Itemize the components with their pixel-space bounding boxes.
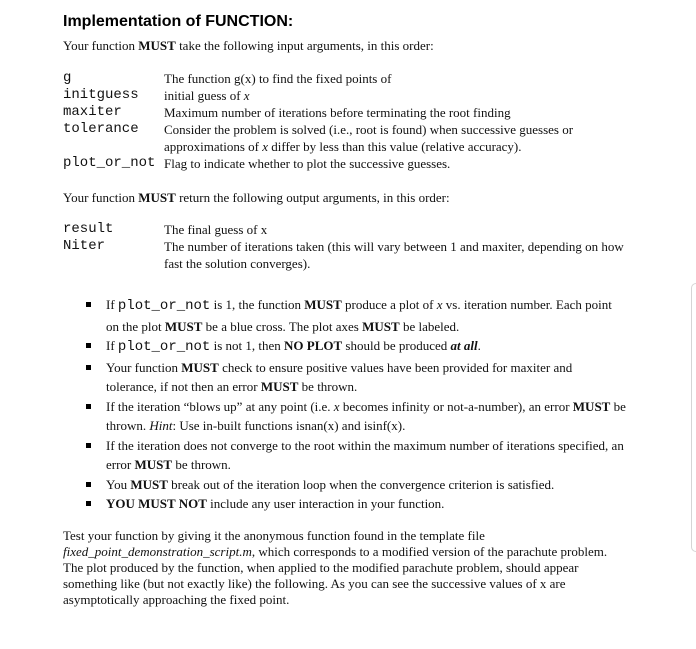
bullet-square-icon [86, 404, 91, 409]
paragraph-text: Test your function by giving it the anonymous function found in the template file [63, 528, 485, 543]
code-plot-or-not: plot_or_not [117, 298, 211, 314]
variable-x: x [243, 88, 250, 103]
list-item: YOU MUST NOT include any user interaction in your function. [86, 494, 626, 514]
list-item: If plot_or_not is 1, the function MUST produce a plot of x vs. iteration number. Each point on the plot MUST be a blue cross. The plot axes MUST be labeled. [86, 295, 626, 336]
list-item: You MUST break out of the iteration loop when the convergence criterion is satisfied. [86, 475, 626, 495]
description-text: differ by less than this value (relative accuracy). [268, 139, 522, 154]
argument-description [164, 121, 633, 155]
bullet-square-icon [86, 365, 91, 370]
argument-description: The number of iterations taken (this will vary between 1 and maxiter, depending on how fast the solution converges). [164, 239, 624, 271]
list-item: If the iteration “blows up” at any point (i.e. x becomes infinity or not-a-number), an error MUST be thrown. Hint: Use in-built functions isnan(x) and isinf(x). [86, 397, 626, 436]
list-item: Your function MUST check to ensure positive values have been provided for maxiter and tolerance, if not then an error MUST be thrown. [86, 358, 626, 397]
argument-name: initguess [63, 87, 139, 103]
argument-name: g [63, 70, 72, 86]
requirements-list [86, 295, 626, 514]
argument-row [63, 155, 633, 172]
description-text: Consider the problem is solved (i.e., root is found) when successive guesses or approximations of [164, 122, 574, 154]
must-emphasis: MUST [138, 38, 176, 53]
argument-description: Maximum number of iterations before terminating the root finding [164, 105, 511, 120]
output-arguments-list [63, 221, 633, 272]
argument-row [63, 238, 633, 272]
argument-row [63, 221, 633, 238]
description-text: initial guess of [164, 88, 244, 103]
bullet-square-icon [86, 302, 91, 307]
intro-text: take the following input arguments, in this order: [175, 38, 434, 53]
argument-name: Niter [63, 238, 106, 254]
argument-row [63, 121, 633, 155]
intro-text: Your function [63, 38, 139, 53]
argument-row [63, 70, 633, 87]
argument-description: The final guess of x [164, 222, 268, 237]
argument-description [164, 87, 633, 104]
bullet-square-icon [86, 482, 91, 487]
code-plot-or-not: plot_or_not [117, 339, 211, 355]
scrollbar[interactable] [691, 283, 696, 552]
bullet-square-icon [86, 343, 91, 348]
list-item: If plot_or_not is not 1, then NO PLOT should be produced at all. [86, 336, 626, 358]
intro-text: return the following output arguments, in this order: [175, 190, 450, 205]
closing-paragraph [63, 528, 623, 608]
outputs-intro [63, 190, 450, 206]
list-item: If the iteration does not converge to the root within the maximum number of iterations specified, an error MUST be thrown. [86, 436, 626, 475]
paragraph-text: , which corresponds to a modified version of the parachute problem. The plot produced by the function, when applied to the modified parachute problem, should appear something like (but not exactly like) the following. As you can see the successive values of x are asymptotically approaching the fixed point. [63, 544, 608, 607]
inputs-intro [63, 38, 434, 54]
argument-name: maxiter [63, 104, 122, 120]
argument-name: tolerance [63, 121, 139, 137]
argument-description: Flag to indicate whether to plot the successive guesses. [164, 156, 451, 171]
input-arguments-list [63, 70, 633, 172]
section-heading: Implementation of FUNCTION: [63, 13, 294, 30]
template-file-name: fixed_point_demonstration_script.m [63, 544, 252, 559]
argument-name: plot_or_not [63, 155, 156, 171]
bullet-square-icon [86, 443, 91, 448]
argument-row [63, 87, 633, 104]
must-emphasis: MUST [138, 190, 176, 205]
argument-name: result [63, 221, 114, 237]
argument-description: The function g(x) to find the fixed points of [164, 71, 392, 86]
bullet-square-icon [86, 501, 91, 506]
variable-x: x [262, 139, 268, 154]
argument-row [63, 104, 633, 121]
intro-text: Your function [63, 190, 139, 205]
